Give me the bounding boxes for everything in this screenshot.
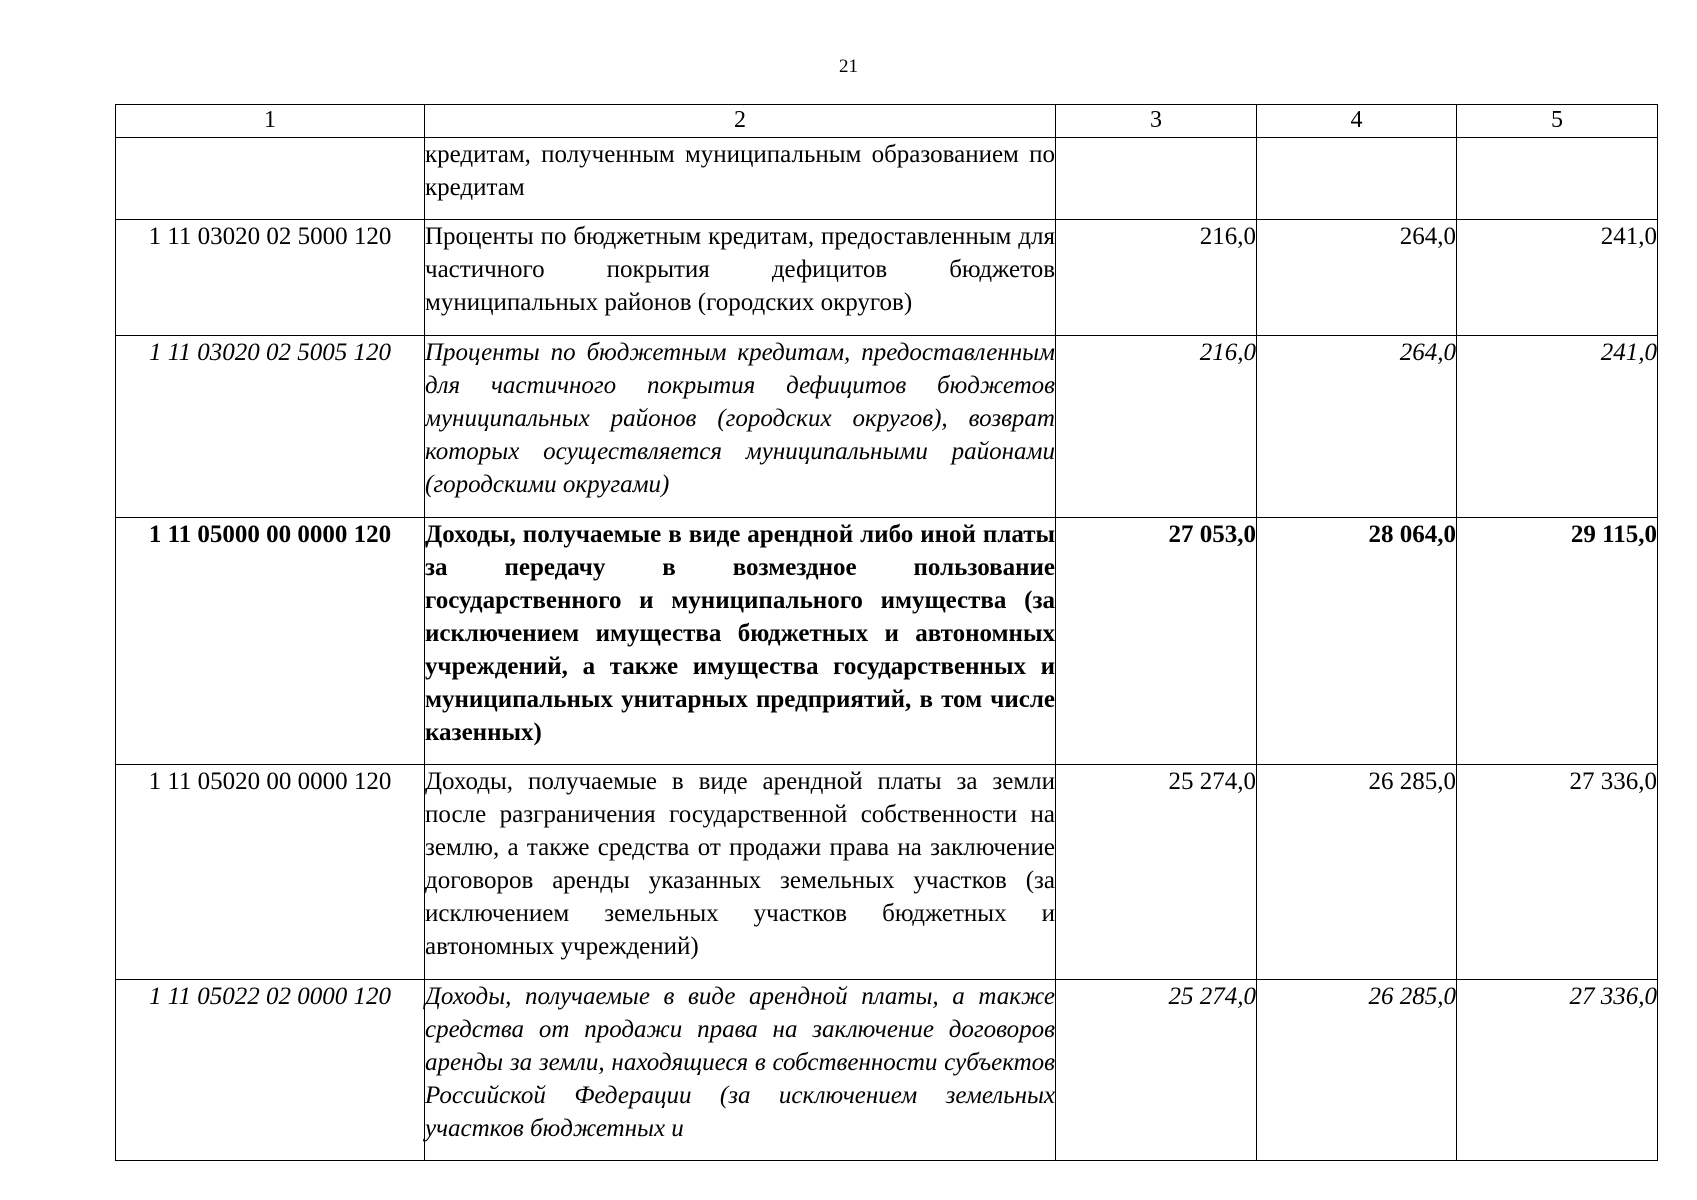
value-cell-col4: 26 285,0: [1257, 765, 1457, 980]
description-cell: кредитам, полученным муниципальным образованием по кредитам: [425, 138, 1056, 220]
description-cell: Доходы, получаемые в виде арендной платы, а также средства от продажи права на заключение договоров аренды за земли, находящиеся в собственности субъектов Российской Федерации (за исключением земельных участков бюджетных и: [425, 980, 1056, 1161]
value-cell-col4: 264,0: [1257, 220, 1457, 336]
description-cell: Проценты по бюджетным кредитам, предоставленным для частичного покрытия дефицитов бюджетов муниципальных районов (городских округов), возврат которых осуществляется муниципальными районами (городскими округами): [425, 336, 1056, 518]
budget-code-cell: 1 11 03020 02 5005 120: [116, 336, 425, 518]
table-row: [116, 518, 1658, 765]
description-cell: Доходы, получаемые в виде арендной либо иной платы за передачу в возмездное пользование государственного и муниципального имущества (за исключением имущества бюджетных и автономных учреждений, а также имущества государственных и муниципальных унитарных предприятий, в том числе казенных): [425, 518, 1056, 765]
table-row: [116, 220, 1658, 336]
budget-revenue-table: [115, 104, 1658, 1161]
value-cell-col3: 27 053,0: [1056, 518, 1257, 765]
budget-code-cell: 1 11 05000 00 0000 120: [116, 518, 425, 765]
budget-code-cell: 1 11 05022 02 0000 120: [116, 980, 425, 1161]
budget-code-cell: 1 11 05020 00 0000 120: [116, 765, 425, 980]
value-cell-col3: 25 274,0: [1056, 980, 1257, 1161]
column-header-3: 3: [1056, 105, 1257, 138]
table-row: [116, 138, 1658, 220]
column-number-header-row: [116, 105, 1658, 138]
column-header-5: 5: [1457, 105, 1658, 138]
value-cell-col3: 25 274,0: [1056, 765, 1257, 980]
value-cell-col5: 29 115,0: [1457, 518, 1658, 765]
value-cell-col3: [1056, 138, 1257, 220]
value-cell-col4: 28 064,0: [1257, 518, 1457, 765]
page-number: 21: [839, 56, 858, 77]
value-cell-col5: 27 336,0: [1457, 765, 1658, 980]
value-cell-col3: 216,0: [1056, 336, 1257, 518]
value-cell-col4: 264,0: [1257, 336, 1457, 518]
column-header-1: 1: [116, 105, 425, 138]
table-row: [116, 980, 1658, 1161]
budget-code-cell: 1 11 03020 02 5000 120: [116, 220, 425, 336]
description-cell: Проценты по бюджетным кредитам, предоставленным для частичного покрытия дефицитов бюджетов муниципальных районов (городских округов): [425, 220, 1056, 336]
column-header-4: 4: [1257, 105, 1457, 138]
value-cell-col5: 241,0: [1457, 336, 1658, 518]
value-cell-col4: 26 285,0: [1257, 980, 1457, 1161]
value-cell-col4: [1257, 138, 1457, 220]
table-row: [116, 765, 1658, 980]
value-cell-col5: 27 336,0: [1457, 980, 1658, 1161]
column-header-2: 2: [425, 105, 1056, 138]
value-cell-col3: 216,0: [1056, 220, 1257, 336]
budget-code-cell: [116, 138, 425, 220]
value-cell-col5: 241,0: [1457, 220, 1658, 336]
table-row: [116, 336, 1658, 518]
value-cell-col5: [1457, 138, 1658, 220]
description-cell: Доходы, получаемые в виде арендной платы за земли после разграничения государственной собственности на землю, а также средства от продажи права на заключение договоров аренды указанных земельных участков (за исключением земельных участков бюджетных и автономных учреждений): [425, 765, 1056, 980]
